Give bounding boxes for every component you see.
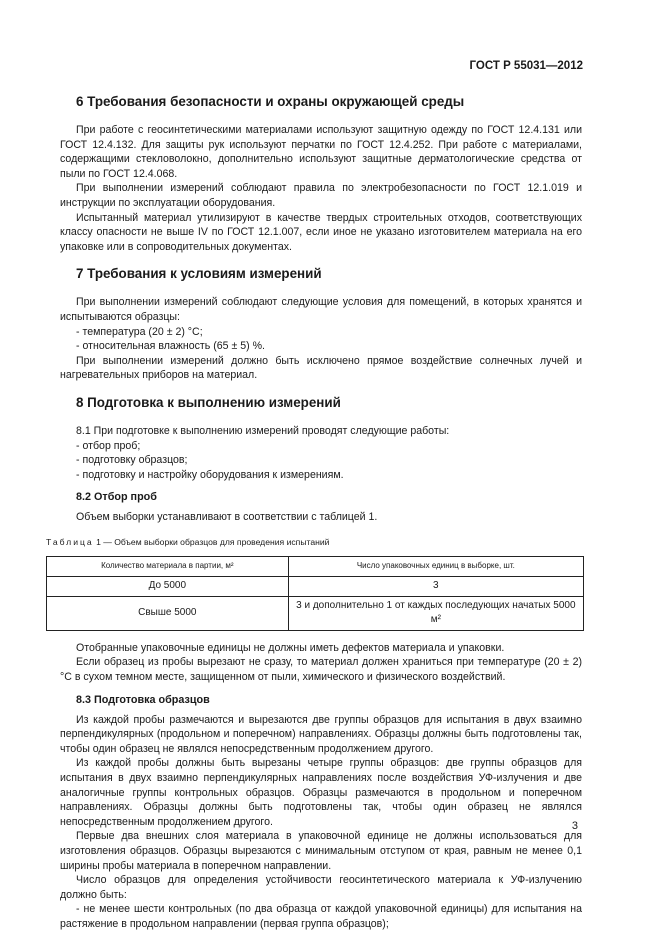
table-row: [47, 577, 584, 597]
table-caption: [46, 535, 582, 550]
section-8-paragraph: 8.1 При подготовке к выполнению измерений проводят следующие работы:: [76, 424, 450, 437]
section-7-paragraph: При выполнении измерений соблюдают следующие условия для помещений, в которых хранятся и испытываются образцы:: [60, 296, 582, 323]
table-header-cell: Количество материала в партии, м²: [47, 557, 289, 577]
table-caption-prefix: Таблица: [46, 536, 94, 547]
page-content: [46, 88, 582, 932]
table-cell: Свыше 5000: [47, 596, 289, 630]
page-number: 3: [571, 820, 578, 832]
subsection-8-2-paragraph: Объем выборки устанавливают в соответствии с таблицей 1.: [76, 511, 378, 524]
table-caption-text: 1 — Объем выборки образцов для проведения испытаний: [93, 536, 330, 547]
subsection-8-3-title: 8.3 Подготовка образцов: [76, 693, 210, 706]
section-6-title: 6 Требования безопасности и охраны окружающей среды: [76, 94, 465, 109]
list-item: - температура (20 ± 2) °С;: [76, 325, 203, 338]
subsection-8-3-paragraph: Из каждой пробы размечаются и вырезаются две группы образцов для испытания в двух взаимно перпендикулярных (продольном и поперечном) направлениях. Образцы должны быть подготовлены так, чтобы один образец не являлся непосредственным продолжением другого.: [60, 713, 582, 755]
subsection-8-2-paragraph: Если образец из пробы вырезают не сразу, то материал должен храниться при температуре (20 ± 2) °С в сухом темном месте, защищенном от пыли, химического и физического воздействий.: [60, 656, 582, 684]
subsection-8-2-title: 8.2 Отбор проб: [76, 491, 157, 504]
sample-size-table: [46, 556, 584, 630]
section-7-paragraph: При выполнении измерений должно быть исключено прямое воздействие солнечных лучей и нагревательных приборов на материал.: [60, 354, 582, 382]
subsection-8-3-paragraph: Из каждой пробы должны быть вырезаны четыре группы образцов: две группы образцов для испытания в двух взаимно перпендикулярных направлениях после воздействия УФ-излучения и две аналогичные группы контрольных образцов. Образцы размечаются в продольном и поперечном направлениях. Образцы должны быть подготовлены так, чтобы один образец не являлся непосредственным продолжением другого.: [60, 757, 582, 828]
table-row: [47, 596, 584, 630]
subsection-8-3-paragraph: Число образцов для определения устойчивости геосинтетического материала к УФ-излучению должно быть:: [60, 874, 582, 901]
list-item: - отбор проб;: [76, 439, 141, 452]
list-item: - подготовку и настройку оборудования к измерениям.: [76, 468, 344, 481]
table-cell: 3: [288, 577, 583, 597]
subsection-8-3-paragraph: Первые два внешних слоя материала в упаковочной единице не должны использоваться для изготовления образцов. Образцы вырезаются с минимальным отступом от края, равным не менее 0,1 ширины пробы материала в поперечном направлении.: [60, 830, 582, 872]
list-item: - подготовку образцов;: [76, 454, 188, 467]
table-header-cell: Число упаковочных единиц в выборке, шт.: [288, 557, 583, 577]
section-6-paragraph: При выполнении измерений соблюдают правила по электробезопасности по ГОСТ 12.1.019 и инструкции по эксплуатации оборудования.: [60, 182, 582, 209]
subsection-8-2-paragraph: Отобранные упаковочные единицы не должны иметь дефектов материала и упаковки.: [76, 641, 505, 654]
section-6-paragraph: При работе с геосинтетическими материалами используют защитную одежду по ГОСТ 12.4.131 или ГОСТ 12.4.132. Для защиты рук используют перчатки по ГОСТ 12.4.252. При работе с материалами, содержащими стекловолокно, дополнительно используют защитные дерматологические средства от пыли по ГОСТ 12.4.068.: [60, 124, 582, 180]
table-cell: До 5000: [47, 577, 289, 597]
document-id: ГОСТ Р 55031—2012: [469, 60, 583, 72]
list-item: - не менее шести контрольных (по два образца от каждой упаковочной единицы) для испытания на растяжение в продольном направлении (первая группа образцов);: [60, 903, 582, 930]
section-7-title: 7 Требования к условиям измерений: [76, 266, 322, 282]
section-6-paragraph: Испытанный материал утилизируют в качестве твердых строительных отходов, соответствующих классу опасности не выше IV по ГОСТ 12.1.007, если иное не указано изготовителем материала на его упаковке или в сопроводительных документах.: [60, 211, 582, 253]
table-cell: 3 и дополнительно 1 от каждых последующих начатых 5000 м²: [288, 596, 583, 630]
list-item: - относительная влажность (65 ± 5) %.: [76, 340, 265, 353]
section-8-title: 8 Подготовка к выполнению измерений: [76, 394, 341, 410]
table-header-row: [47, 557, 584, 577]
